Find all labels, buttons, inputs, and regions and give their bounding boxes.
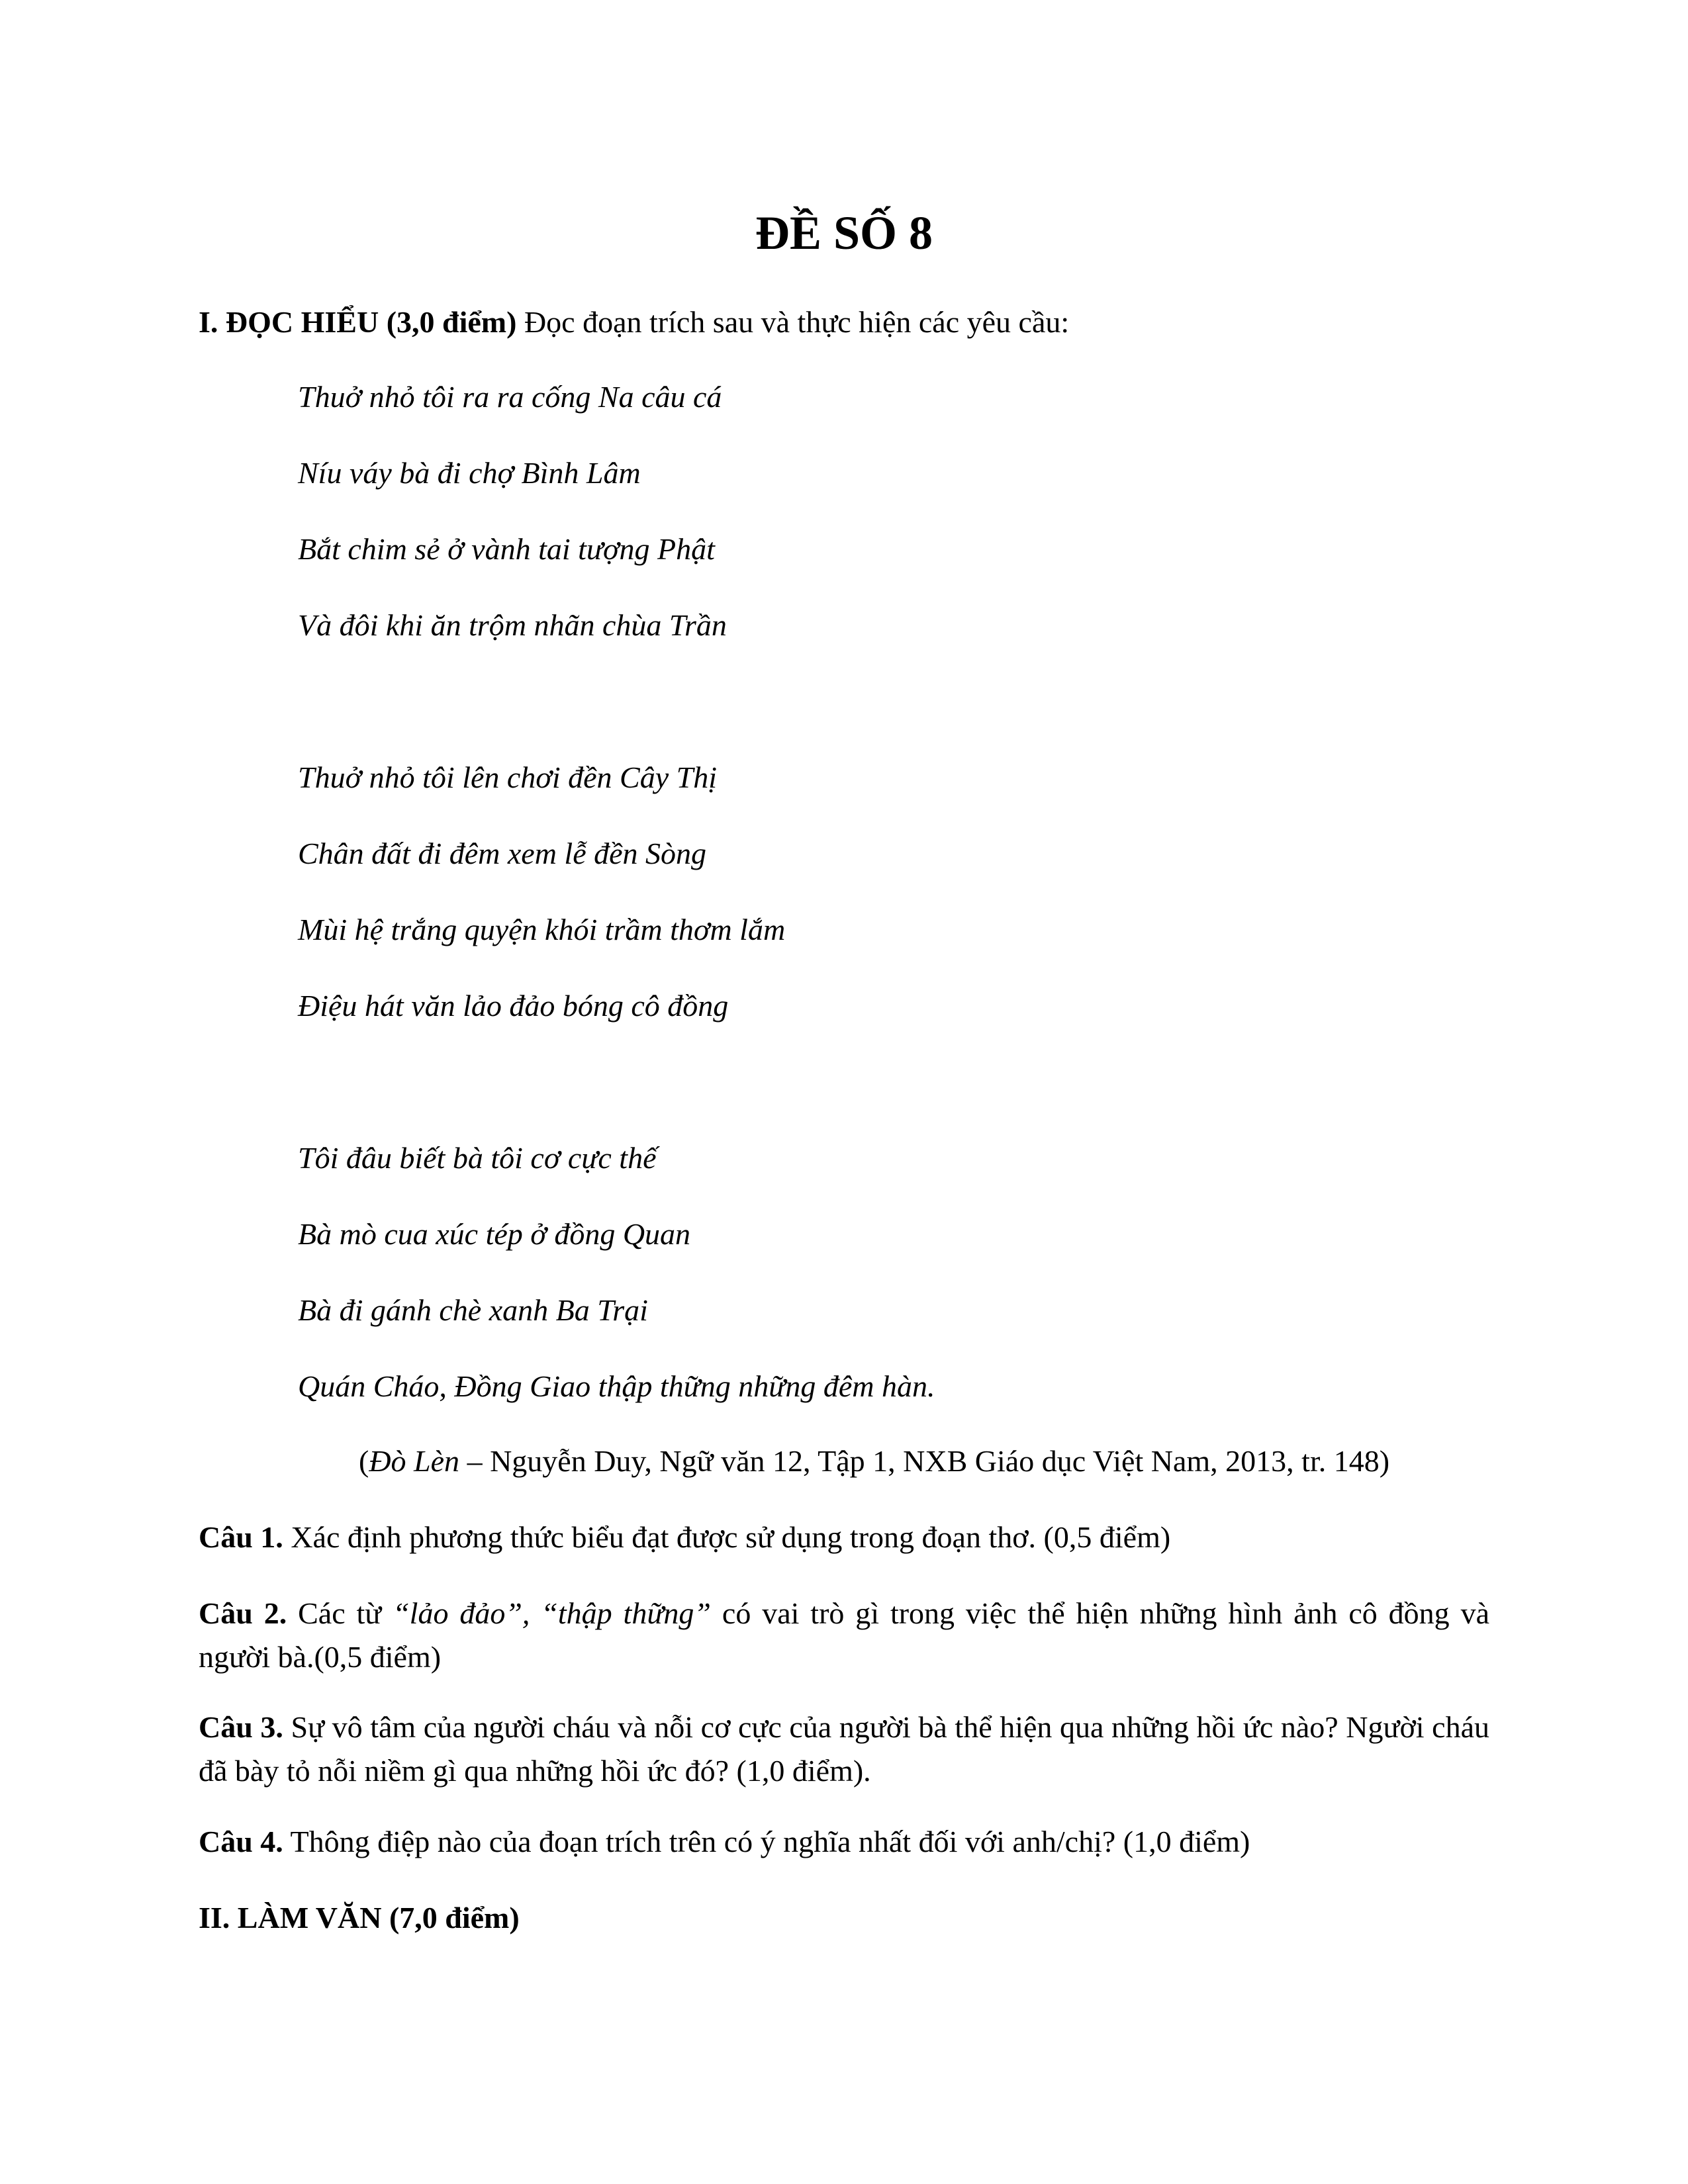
question-text: Thông điệp nào của đoạn trích trên có ý nghĩa nhất đối với anh/chị? (1,0 điểm): [283, 1825, 1250, 1858]
poem-line: Thuở nhỏ tôi ra ra cống Na câu cá: [298, 380, 722, 414]
poem-line: Quán Cháo, Đồng Giao thập thững những đêm hàn.: [298, 1369, 935, 1403]
question-label: Câu 3.: [199, 1710, 283, 1744]
question-1: [199, 1522, 1170, 1553]
question-text: Xác định phương thức biểu đạt được sử dụng trong đoạn thơ. (0,5 điểm): [283, 1520, 1171, 1554]
poem-line: Thuở nhỏ tôi lên chơi đền Cây Thị: [298, 760, 718, 794]
poem-line: Bà mò cua xúc tép ở đồng Quan: [298, 1217, 691, 1251]
poem-line: Bắt chim sẻ ở vành tai tượng Phật: [298, 532, 715, 566]
citation-source: – Nguyễn Duy, Ngữ văn 12, Tập 1, NXB Giáo dục Việt Nam, 2013, tr. 148): [459, 1444, 1390, 1478]
section-1-instruction: Đọc đoạn trích sau và thực hiện các yêu cầu:: [524, 305, 1070, 339]
question-label: Câu 4.: [199, 1825, 283, 1858]
poem-line: Và đôi khi ăn trộm nhãn chùa Trần: [298, 608, 727, 642]
poem-citation: [359, 1446, 1389, 1477]
page-title: ĐỀ SỐ 8: [755, 206, 933, 259]
question-4: [199, 1827, 1250, 1857]
question-quoted-words: “lảo đảo”, “thập thững”: [393, 1596, 712, 1630]
question-text: Các từ: [287, 1596, 393, 1630]
poem-line: Níu váy bà đi chợ Bình Lâm: [298, 456, 641, 490]
citation-work-title: Đò Lèn: [369, 1444, 460, 1478]
section-1-line: [199, 307, 1069, 338]
poem-line: Bà đi gánh chè xanh Ba Trại: [298, 1293, 648, 1327]
poem-line: Điệu hát văn lảo đảo bóng cô đồng: [298, 989, 729, 1023]
poem-line: Chân đất đi đêm xem lễ đền Sòng: [298, 837, 707, 870]
question-3: [199, 1706, 1489, 1793]
poem-line: Mùi hệ trắng quyện khói trầm thơm lắm: [298, 913, 786, 946]
question-2: [199, 1592, 1489, 1679]
section-2-heading: II. LÀM VĂN (7,0 điểm): [199, 1901, 520, 1934]
citation-open: (: [359, 1444, 369, 1478]
question-label: Câu 2.: [199, 1596, 287, 1630]
section-1-heading: I. ĐỌC HIỂU (3,0 điểm): [199, 305, 517, 339]
question-text: Sự vô tâm của người cháu và nỗi cơ cực của người bà thể hiện qua những hồi ức nào? Người cháu đã bày tỏ nỗi niềm gì qua những hồi ức đó? (1,0 điểm).: [199, 1710, 1489, 1788]
poem-line: Tôi đâu biết bà tôi cơ cực thế: [298, 1141, 657, 1175]
question-text: có vai trò gì trong việc thể hiện những hình ảnh cô đồng và người bà.(0,5 điểm): [199, 1596, 1489, 1674]
question-label: Câu 1.: [199, 1520, 283, 1554]
